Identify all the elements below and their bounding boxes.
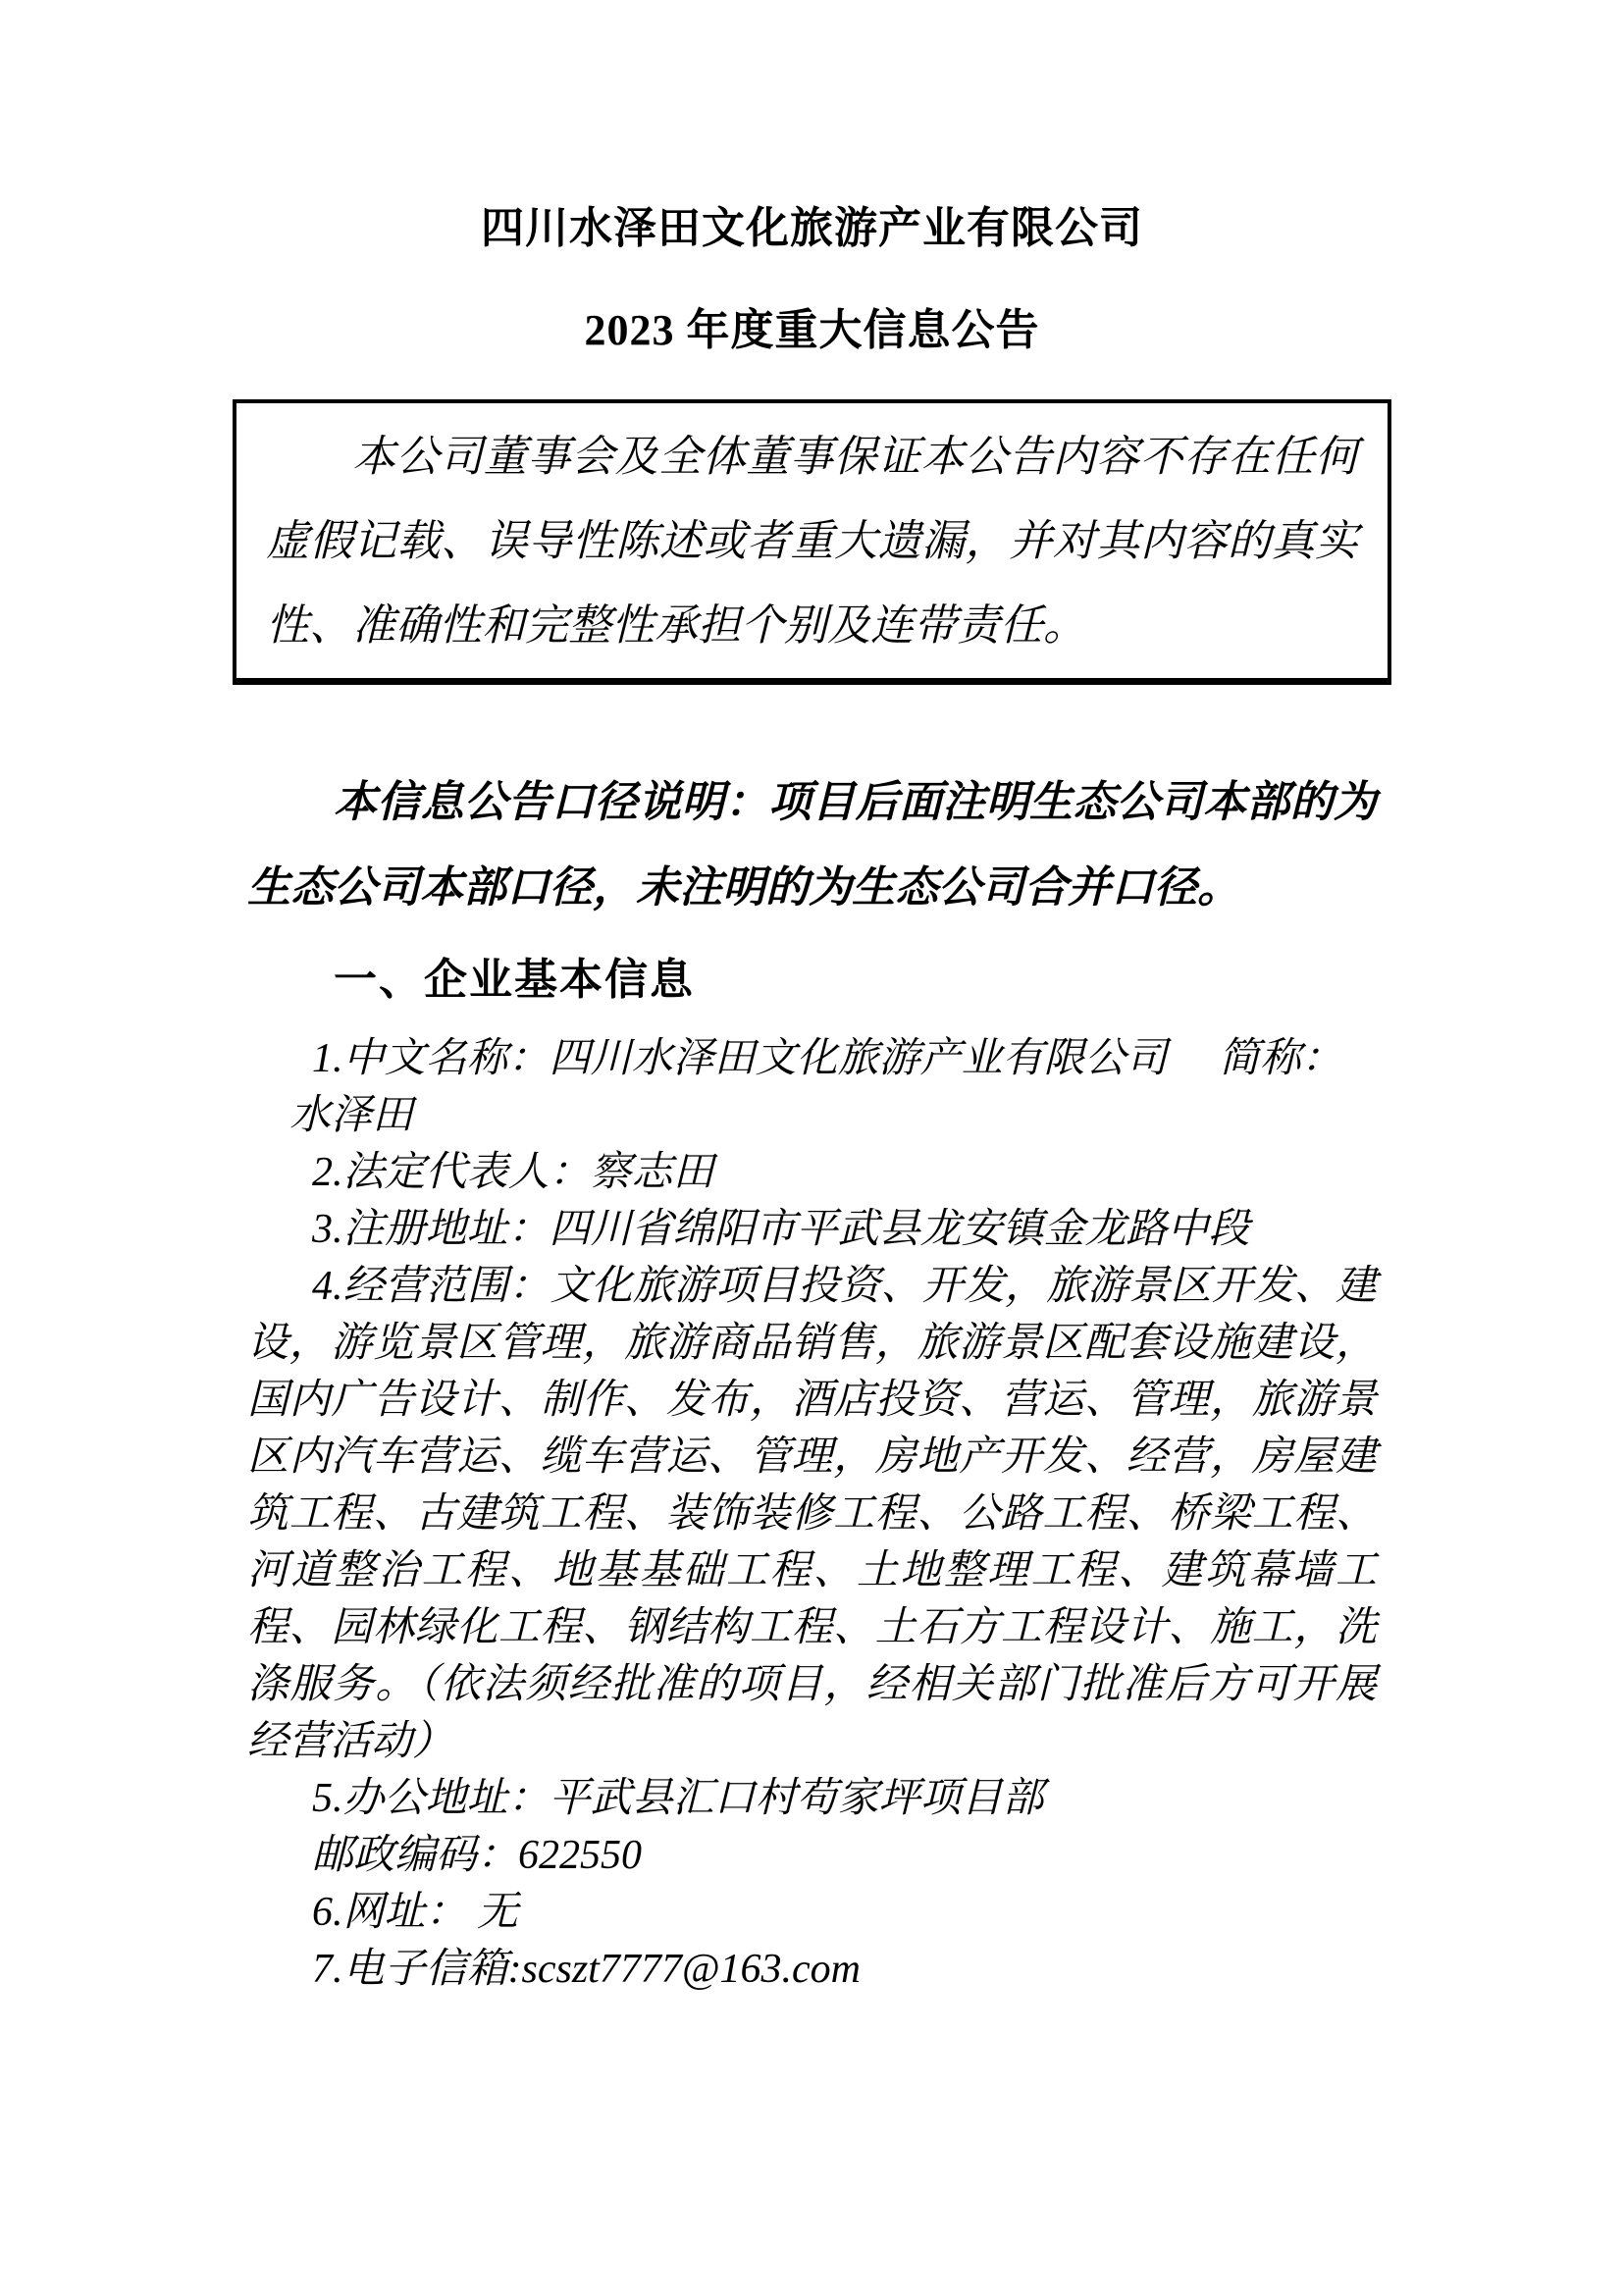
list-item-registered-address: 3.注册地址：四川省绵阳市平武县龙安镇金龙路中段 xyxy=(312,1207,1250,1252)
list-item-short-name: 水泽田 xyxy=(289,1093,414,1138)
list-item-email: 7.电子信箱:scszt7777@163.com xyxy=(312,1947,861,1992)
basic-info-list xyxy=(247,1030,1377,1998)
list-item-office-address: 5.办公地址：平武县汇口村苟家坪项目部 xyxy=(312,1776,1044,1821)
company-title: 四川水泽田文化旅游产业有限公司 xyxy=(481,204,1143,252)
section-heading-basic-info: 一、企业基本信息 xyxy=(334,956,695,1004)
list-item-legal-representative: 2.法定代表人：察志田 xyxy=(312,1150,714,1195)
board-statement-box xyxy=(233,399,1391,685)
announcement-subtitle: 2023 年度重大信息公告 xyxy=(584,306,1040,354)
list-item-chinese-name: 1.中文名称：四川水泽田文化旅游产业有限公司 简称： xyxy=(312,1036,1343,1081)
list-item-postal-code: 邮政编码：622550 xyxy=(312,1833,643,1878)
list-item-website: 6.网址： 无 xyxy=(312,1890,519,1935)
list-item-business-scope: 4.经营范围：文化旅游项目投资、开发，旅游景区开发、建设，游览景区管理，旅游商品销售，旅游景区配套设施建设，国内广告设计、制作、发布，酒店投资、营运、管理，旅游景区内汽车营运、缆车营运、管理，房地产开发、经营，房屋建筑工程、古建筑工程、装饰装修工程、公路工程、桥梁工程、河道整治工程、地基基础工程、土地整理工程、建筑幕墙工程、园林绿化工程、钢结构工程、土石方工程设计、施工，洗涤服务。（依法须经批准的项目，经相关部门批准后方可开展经营活动） xyxy=(247,1264,1377,1764)
scope-explanation-paragraph: 本信息公告口径说明：项目后面注明生态公司本部的为生态公司本部口径，未注明的为生态公司合并口径。 xyxy=(247,778,1377,912)
board-statement-text: 本公司董事会及全体董事保证本公告内容不存在任何虚假记载、误导性陈述或者重大遗漏，并对其内容的真实性、准确性和完整性承担个别及连带责任。 xyxy=(266,433,1358,650)
